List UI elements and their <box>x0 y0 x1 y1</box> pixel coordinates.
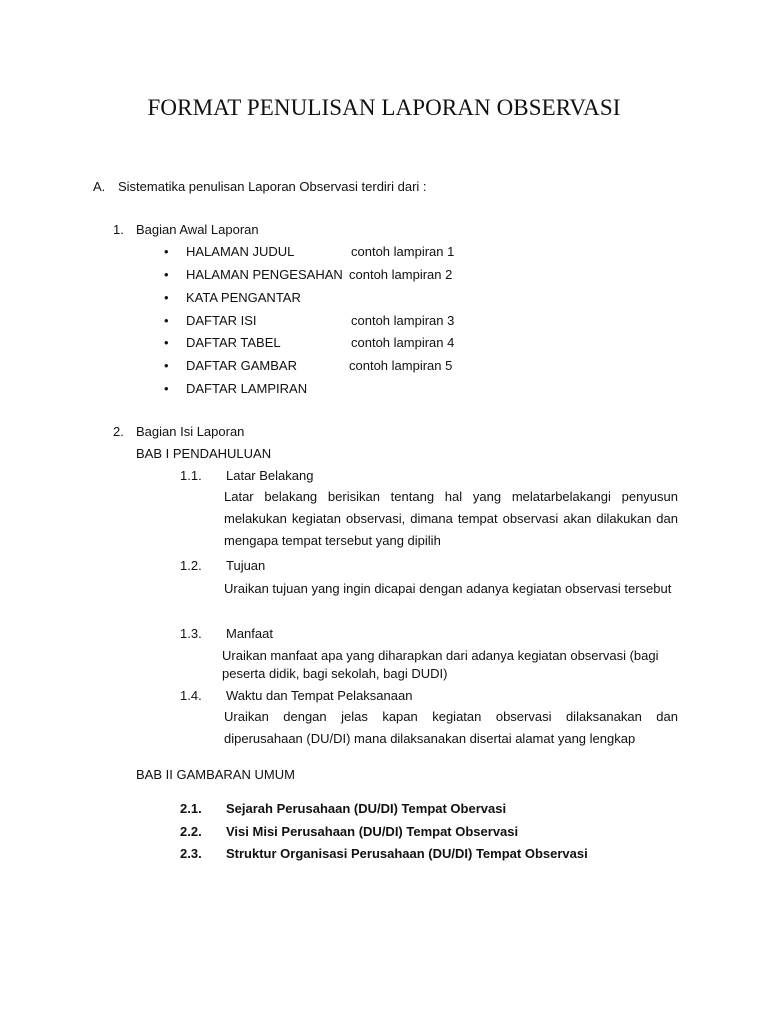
subsection-title: Visi Misi Perusahaan (DU/DI) Tempat Observasi <box>226 824 519 839</box>
list-item-label: DAFTAR LAMPIRAN <box>186 381 308 396</box>
part2-number: 2. <box>113 424 124 439</box>
subsection-number: 1.4. <box>180 688 202 703</box>
section-a-marker: A. <box>93 179 106 194</box>
bullet-icon: • <box>164 358 169 373</box>
bullet-icon: • <box>164 381 169 396</box>
part1-heading: Bagian Awal Laporan <box>136 222 259 237</box>
list-item-label: HALAMAN JUDUL <box>186 244 295 259</box>
subsection-title: Latar Belakang <box>226 468 314 483</box>
list-item-note: contoh lampiran 4 <box>351 335 455 350</box>
subsection-text: Uraikan manfaat apa yang diharapkan dari adanya kegiatan observasi (bagi peserta didik, bagi sekolah, bagi DUDI) <box>222 648 659 681</box>
subsection-title: Sejarah Perusahaan (DU/DI) Tempat Obervasi <box>226 801 507 816</box>
list-item-label: DAFTAR TABEL <box>186 335 281 350</box>
list-item-label: DAFTAR GAMBAR <box>186 358 297 373</box>
subsection-number: 1.3. <box>180 626 202 641</box>
bullet-icon: • <box>164 267 169 282</box>
bullet-icon: • <box>164 313 169 328</box>
subsection-number: 1.2. <box>180 558 202 573</box>
bullet-icon: • <box>164 290 169 305</box>
subsection-title: Tujuan <box>226 558 266 573</box>
subsection-text: Uraikan tujuan yang ingin dicapai dengan adanya kegiatan observasi tersebut <box>224 581 672 596</box>
document-title: FORMAT PENULISAN LAPORAN OBSERVASI <box>147 95 621 120</box>
list-item-label: DAFTAR ISI <box>186 313 257 328</box>
subsection-title: Manfaat <box>226 626 273 641</box>
subsection-text: Uraikan dengan jelas kapan kegiatan observasi dilaksanakan dan diperusahaan (DU/DI) mana dilaksanakan disertai alamat yang lengkap <box>224 709 678 746</box>
list-item-note: contoh lampiran 2 <box>349 267 453 282</box>
subsection-text: Latar belakang berisikan tentang hal yang melatarbelakangi penyusun melakukan kegiatan observasi, dimana tempat observasi akan dilakukan dan mengapa tempat tersebut yang dipilih <box>224 489 678 548</box>
subsection-number: 2.1. <box>180 801 202 816</box>
list-item-note: contoh lampiran 3 <box>351 313 455 328</box>
subsection-number: 1.1. <box>180 468 202 483</box>
subsection-number: 2.3. <box>180 846 202 861</box>
part2-heading: Bagian Isi Laporan <box>136 424 245 439</box>
subsection-title: Waktu dan Tempat Pelaksanaan <box>226 688 413 703</box>
list-item-note: contoh lampiran 1 <box>351 244 455 259</box>
bab1-heading: BAB I PENDAHULUAN <box>136 446 272 461</box>
bullet-icon: • <box>164 244 169 259</box>
section-a-heading: Sistematika penulisan Laporan Observasi terdiri dari : <box>118 179 427 194</box>
list-item-label: KATA PENGANTAR <box>186 290 301 305</box>
subsection-title: Struktur Organisasi Perusahaan (DU/DI) Tempat Observasi <box>226 846 588 861</box>
bullet-icon: • <box>164 335 169 350</box>
part1-number: 1. <box>113 222 124 237</box>
bab2-heading: BAB II GAMBARAN UMUM <box>136 767 295 782</box>
list-item-note: contoh lampiran 5 <box>349 358 453 373</box>
list-item-label: HALAMAN PENGESAHAN <box>186 267 343 282</box>
subsection-number: 2.2. <box>180 824 202 839</box>
